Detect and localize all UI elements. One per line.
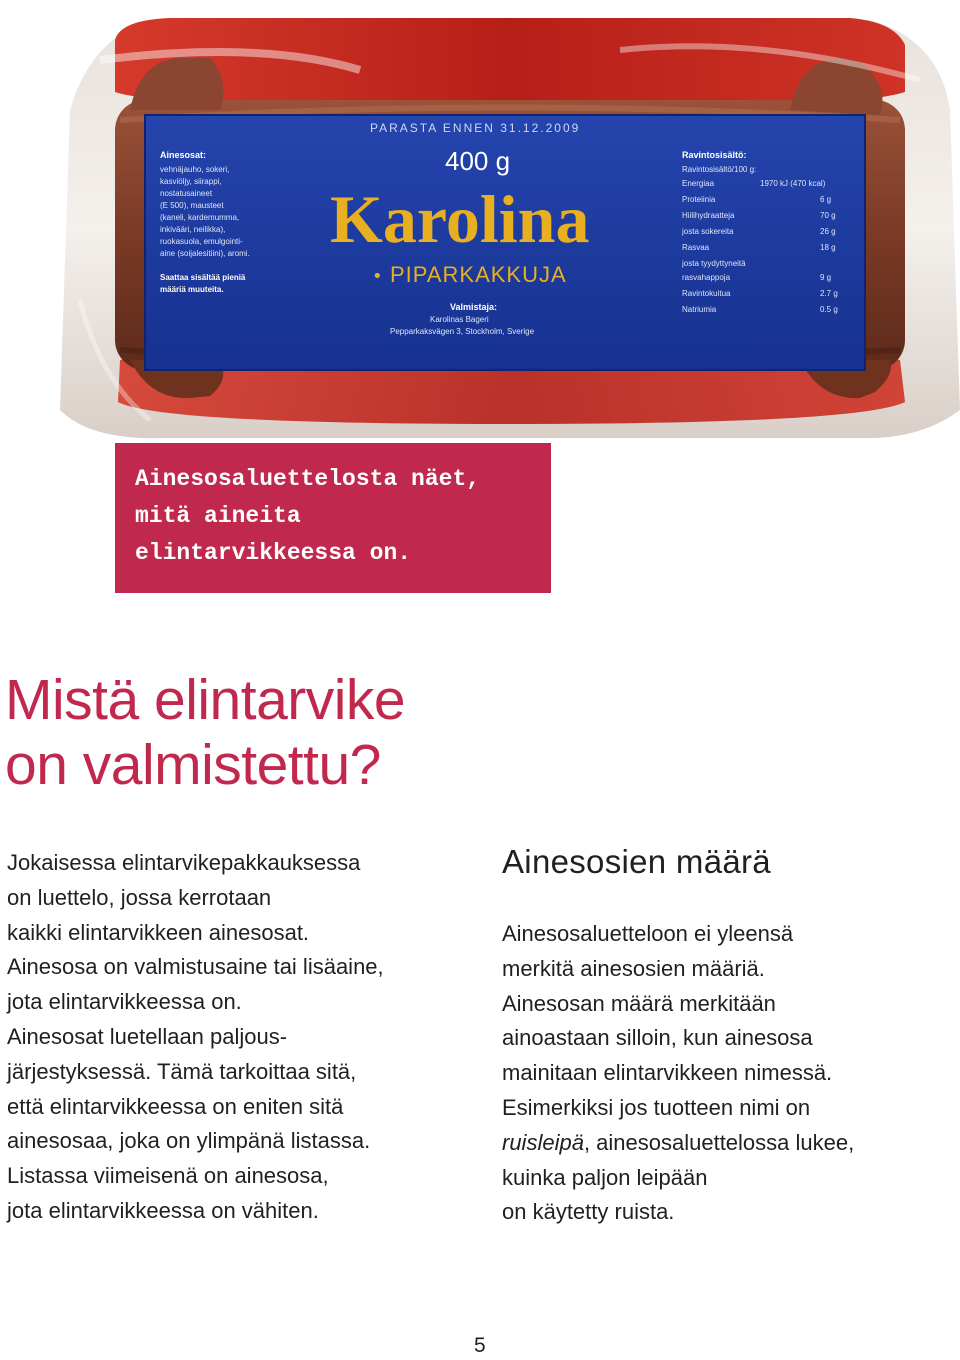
left-column bbox=[7, 846, 477, 1229]
manufacturer-heading: Valmistaja: bbox=[450, 302, 498, 312]
text-line: Ainesosan määrä merkitään bbox=[502, 990, 776, 1016]
nutrition-heading: Ravintosisältö: bbox=[682, 150, 747, 160]
text-line: merkitä ainesosien määriä. bbox=[502, 955, 765, 981]
manufacturer-line-2: Pepparkaksvägen 3, Stockholm, Sverige bbox=[390, 327, 535, 336]
right-column bbox=[502, 917, 952, 1230]
section-heading: Ainesosien määrä bbox=[502, 843, 771, 880]
nutrition-label: Natriumia bbox=[682, 305, 717, 314]
intro-paragraph: Jokaisessa elintarvikepakkauksessa on luettelo, jossa kerrotaan kaikki elintarvikkeen ainesosat. Ainesosa on valmistusaine tai lisäaine, jota elintarvikkeessa on. Ainesosat luetellaan paljous- järjestyksessä. Tämä tarkoittaa sitä, että elintarvikkeessa on eniten sitä ainesosaa, joka on ylimpänä listassa. Listassa viimeisenä on ainesosa, jota elintarvikkeessa on vähiten. bbox=[7, 850, 384, 1223]
allergy-line: Saattaa sisältää pieniä bbox=[160, 273, 246, 282]
weight-text: 400 g bbox=[445, 146, 511, 176]
amount-paragraph bbox=[502, 917, 952, 1230]
manufacturer-line-1: Karolinas Bageri bbox=[430, 315, 489, 324]
example-product-name: ruisleipä bbox=[502, 1129, 584, 1155]
nutrition-label: josta tyydyttyneitä bbox=[682, 259, 746, 268]
nutrition-label: rasvahappoja bbox=[682, 273, 731, 282]
nutrition-label: Ravintokuitua bbox=[682, 289, 731, 298]
nutrition-value: 70 g bbox=[820, 211, 836, 220]
nutrition-value: 0.5 g bbox=[820, 305, 838, 314]
ingredients-line: vehnäjauho, sokeri, bbox=[160, 165, 230, 174]
best-before-text: PARASTA ENNEN 31.12.2009 bbox=[370, 121, 581, 135]
nutrition-subheading: Ravintosisältö/100 g: bbox=[682, 165, 757, 174]
nutrition-value: 18 g bbox=[820, 243, 836, 252]
red-package-band-top bbox=[115, 18, 905, 108]
nutrition-label: Hiilihydraatteja bbox=[682, 211, 735, 220]
product-photo bbox=[60, 0, 960, 450]
text-line bbox=[502, 1126, 952, 1161]
ingredients-heading: Ainesosat: bbox=[160, 150, 207, 160]
brand-name: Karolina bbox=[330, 181, 590, 257]
text-line: Esimerkiksi jos tuotteen nimi on bbox=[502, 1094, 811, 1120]
text-line: kuinka paljon leipään bbox=[502, 1164, 708, 1190]
ingredients-line: ruokasuola, emulgointi- bbox=[160, 237, 243, 246]
ingredients-line: (E 500), mausteet bbox=[160, 201, 224, 210]
nutrition-label: Energiaa bbox=[682, 179, 715, 188]
callout-box bbox=[115, 443, 551, 593]
nutrition-label: Proteiinia bbox=[682, 195, 716, 204]
page-number: 5 bbox=[474, 1334, 486, 1357]
ingredients-line: (kaneli, kardemumma, bbox=[160, 213, 240, 222]
callout-text: Ainesosaluettelosta näet, mitä aineita elintarvikkeessa on. bbox=[135, 466, 481, 566]
product-subtitle: PIPARKAKKUJA bbox=[390, 262, 567, 287]
allergy-line: määriä muuteita. bbox=[160, 285, 224, 294]
ingredients-line: kasviöljy, siirappi, bbox=[160, 177, 222, 186]
text-fragment: , ainesosaluettelossa lukee, bbox=[583, 1129, 855, 1155]
nutrition-label: josta sokereita bbox=[682, 227, 734, 236]
ingredients-line: nostatusaineet bbox=[160, 189, 213, 198]
nutrition-value: 2.7 g bbox=[820, 289, 838, 298]
nutrition-value: 6 g bbox=[820, 195, 832, 204]
ingredients-line: inkivääri, neilikka), bbox=[160, 225, 226, 234]
text-line: mainitaan elintarvikkeen nimessä. bbox=[502, 1060, 833, 1086]
ingredients-line: aine (soijalesitiini), aromi. bbox=[160, 249, 250, 258]
nutrition-label: Rasvaa bbox=[682, 243, 710, 252]
nutrition-value: 26 g bbox=[820, 227, 836, 236]
text-line: Ainesosaluetteloon ei yleensä bbox=[502, 921, 794, 946]
nutrition-value: 9 g bbox=[820, 273, 832, 282]
bullet-icon: • bbox=[372, 266, 383, 287]
product-label bbox=[145, 115, 865, 370]
text-line: on käytetty ruista. bbox=[502, 1199, 675, 1225]
page-title: Mistä elintarvike on valmistettu? bbox=[5, 668, 406, 797]
text-line: ainoastaan silloin, kun ainesosa bbox=[502, 1025, 813, 1051]
nutrition-value: 1970 kJ (470 kcal) bbox=[760, 179, 826, 188]
